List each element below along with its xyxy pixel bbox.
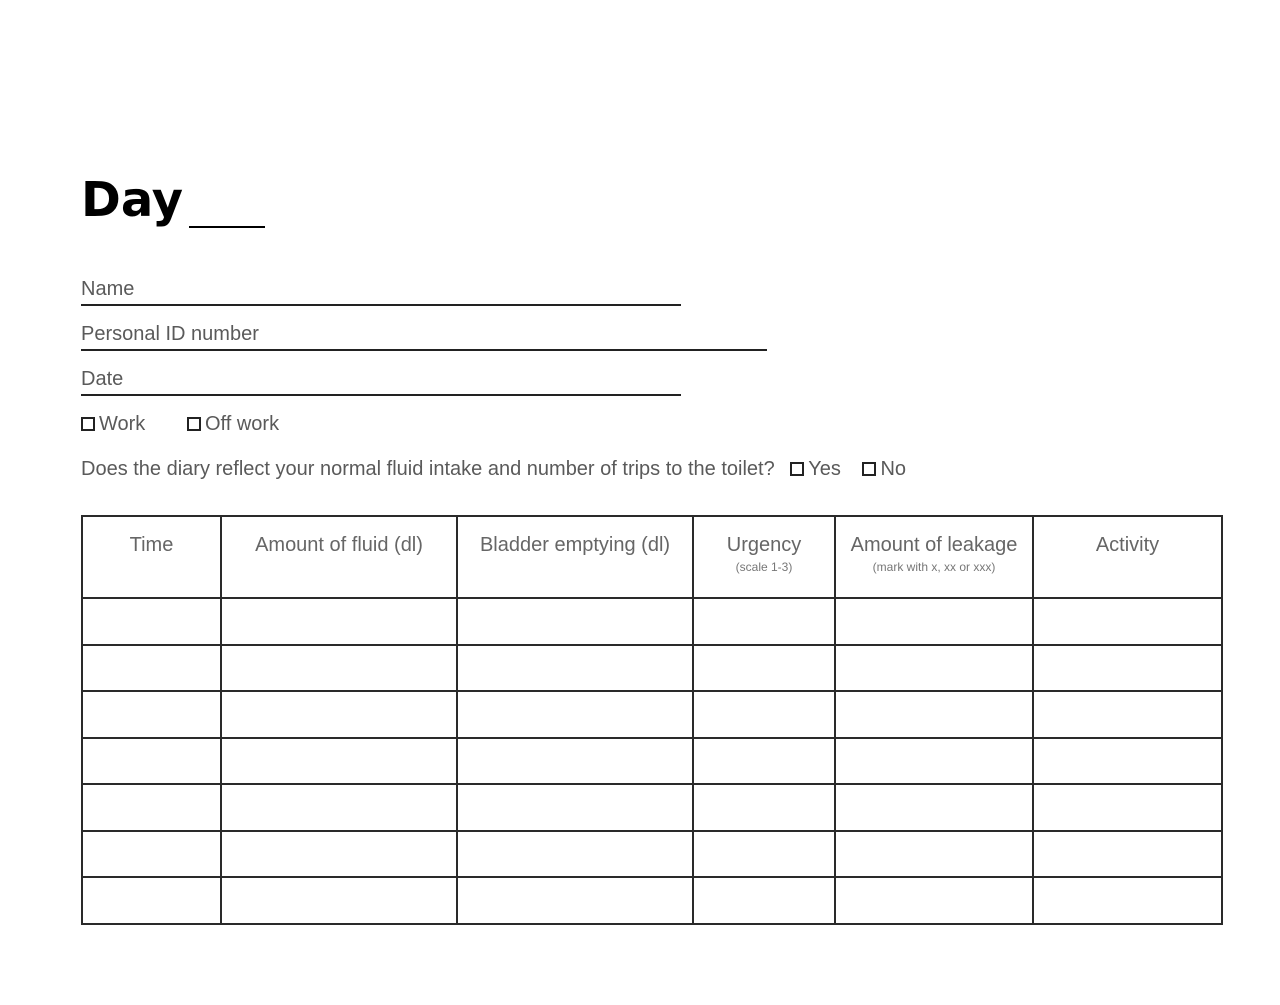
table-cell[interactable] — [835, 645, 1033, 692]
no-checkbox[interactable] — [862, 462, 876, 476]
name-label: Name — [81, 278, 135, 300]
table-cell[interactable] — [835, 598, 1033, 645]
table-cell[interactable] — [82, 738, 221, 785]
work-checkbox[interactable] — [81, 417, 95, 431]
table-cell[interactable] — [693, 738, 835, 785]
table-cell[interactable] — [221, 831, 457, 878]
table-row — [82, 598, 1222, 645]
table-cell[interactable] — [221, 645, 457, 692]
table-cell[interactable] — [1033, 598, 1222, 645]
date-label: Date — [81, 368, 124, 390]
table-cell[interactable] — [693, 645, 835, 692]
table-cell[interactable] — [457, 877, 693, 924]
column-label: Amount of leakage — [850, 534, 1018, 556]
table-cell[interactable] — [221, 738, 457, 785]
table-row — [82, 831, 1222, 878]
work-option[interactable] — [81, 412, 145, 436]
table-cell[interactable] — [82, 645, 221, 692]
yes-checkbox[interactable] — [790, 462, 804, 476]
table-cell[interactable] — [457, 598, 693, 645]
column-header-amount-of-fluid — [221, 516, 457, 598]
column-label: Bladder emptying (dl) — [479, 534, 671, 556]
column-sublabel: (mark with x, xx or xxx) — [872, 560, 996, 574]
table-row — [82, 877, 1222, 924]
table-cell[interactable] — [82, 831, 221, 878]
table-cell[interactable] — [457, 645, 693, 692]
column-label: Urgency — [726, 534, 802, 556]
column-label: Amount of fluid (dl) — [255, 534, 423, 556]
column-header-amount-of-leakage — [835, 516, 1033, 598]
name-line — [81, 304, 681, 306]
table-row — [82, 691, 1222, 738]
table-cell[interactable] — [221, 598, 457, 645]
table-cell[interactable] — [1033, 831, 1222, 878]
table-cell[interactable] — [835, 691, 1033, 738]
table-cell[interactable] — [693, 877, 835, 924]
personal-id-field[interactable] — [81, 322, 767, 346]
no-option[interactable] — [862, 457, 906, 481]
yes-label: Yes — [808, 458, 841, 480]
table-cell[interactable] — [82, 598, 221, 645]
table-cell[interactable] — [1033, 691, 1222, 738]
table-row — [82, 645, 1222, 692]
table-cell[interactable] — [1033, 738, 1222, 785]
table-row — [82, 784, 1222, 831]
table-cell[interactable] — [835, 738, 1033, 785]
table-cell[interactable] — [221, 877, 457, 924]
column-header-urgency — [693, 516, 835, 598]
table-cell[interactable] — [1033, 784, 1222, 831]
table-row — [82, 738, 1222, 785]
table-cell[interactable] — [693, 831, 835, 878]
date-line — [81, 394, 681, 396]
table-cell[interactable] — [221, 784, 457, 831]
table-header-row — [82, 516, 1222, 598]
date-field[interactable] — [81, 367, 681, 391]
work-label: Work — [99, 413, 146, 435]
off-work-checkbox[interactable] — [187, 417, 201, 431]
table-cell[interactable] — [82, 877, 221, 924]
day-number-blank[interactable] — [189, 226, 265, 228]
table-cell[interactable] — [693, 691, 835, 738]
personal-id-line — [81, 349, 767, 351]
column-label: Time — [129, 534, 174, 556]
table-cell[interactable] — [457, 831, 693, 878]
table-cell[interactable] — [693, 598, 835, 645]
personal-id-label: Personal ID number — [81, 323, 259, 345]
no-label: No — [880, 458, 907, 480]
table-cell[interactable] — [835, 784, 1033, 831]
name-field[interactable] — [81, 277, 681, 301]
normal-intake-question — [81, 457, 906, 481]
off-work-label: Off work — [205, 413, 280, 435]
table-cell[interactable] — [457, 784, 693, 831]
table-cell[interactable] — [457, 738, 693, 785]
question-text: Does the diary reflect your normal fluid intake and number of trips to the toilet? — [81, 458, 775, 480]
column-label: Activity — [1095, 534, 1160, 556]
table-cell[interactable] — [835, 877, 1033, 924]
table-cell[interactable] — [221, 691, 457, 738]
table-cell[interactable] — [82, 691, 221, 738]
table-cell[interactable] — [693, 784, 835, 831]
table-cell[interactable] — [1033, 877, 1222, 924]
table-cell[interactable] — [1033, 645, 1222, 692]
column-header-activity — [1033, 516, 1222, 598]
off-work-option[interactable] — [187, 412, 279, 436]
column-sublabel: (scale 1-3) — [735, 560, 793, 574]
table-cell[interactable] — [835, 831, 1033, 878]
table-cell[interactable] — [82, 784, 221, 831]
table-cell[interactable] — [457, 691, 693, 738]
yes-option[interactable] — [790, 457, 841, 481]
column-header-time — [82, 516, 221, 598]
table-body — [82, 598, 1222, 924]
column-header-bladder-emptying — [457, 516, 693, 598]
page-title: Day — [81, 172, 184, 228]
diary-table — [81, 515, 1223, 925]
